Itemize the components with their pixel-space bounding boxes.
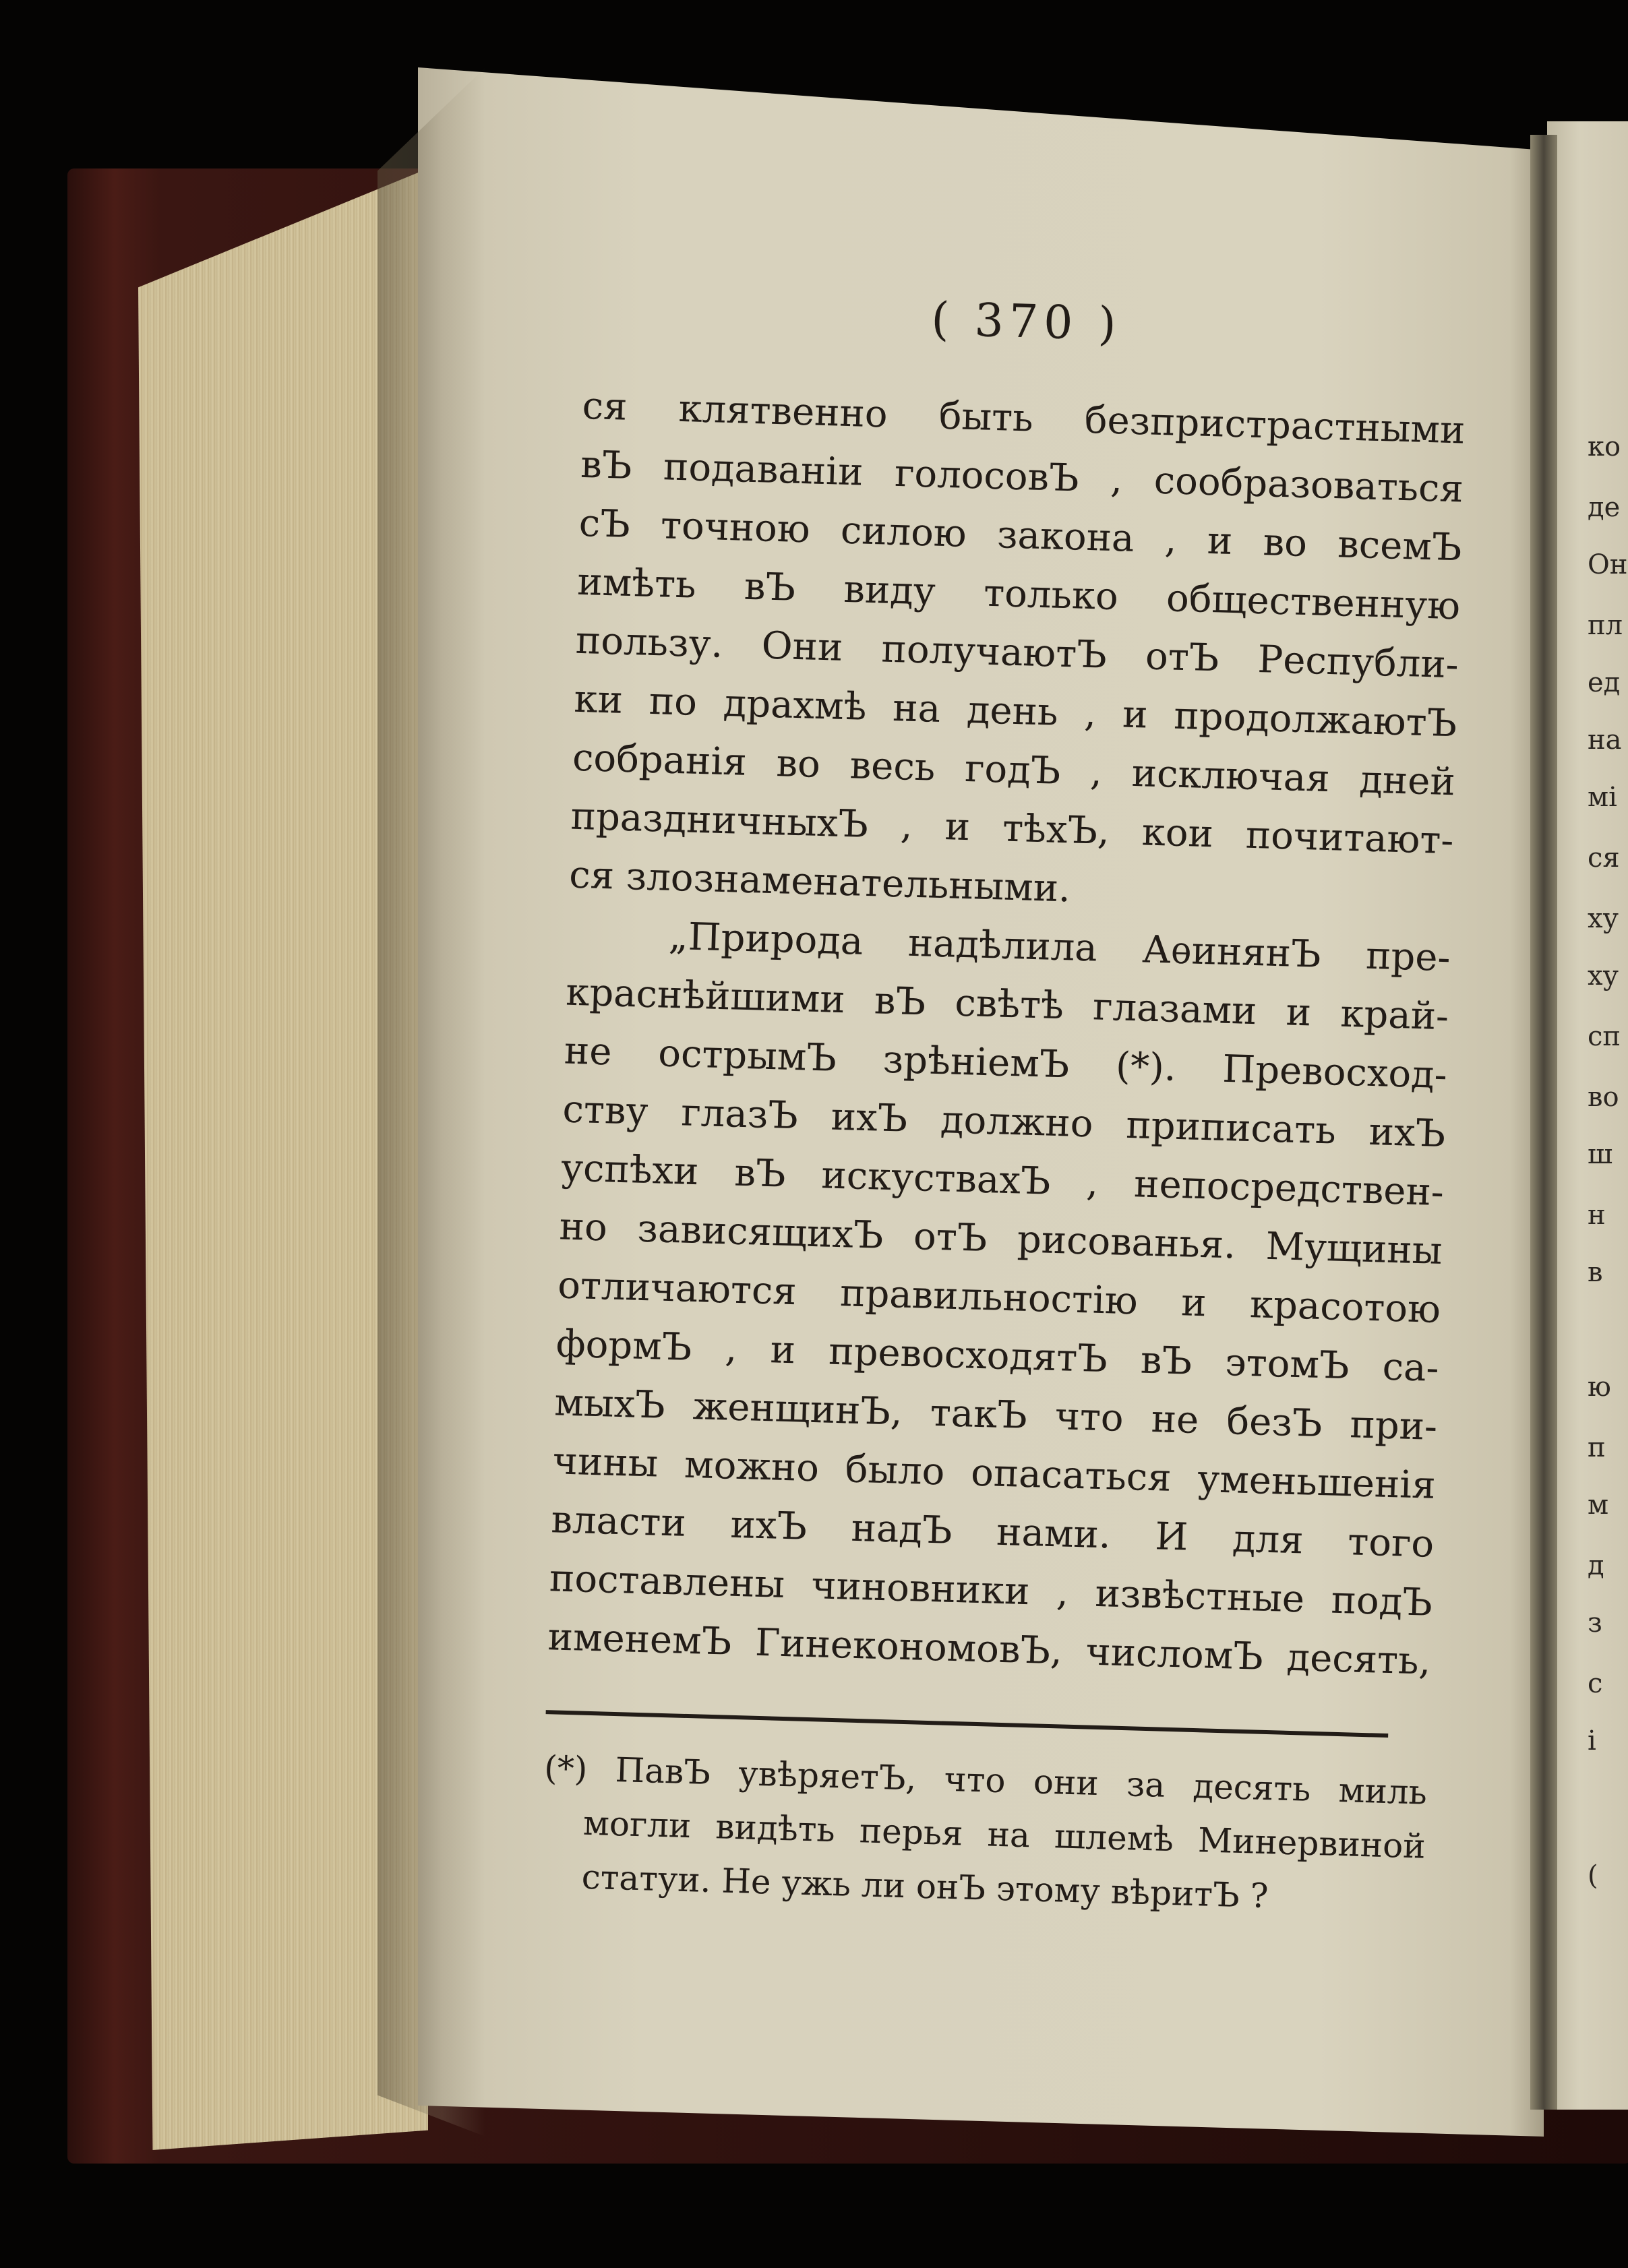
book-gutter — [1530, 135, 1557, 2110]
facing-page-fragment: на — [1588, 725, 1622, 756]
footnote-line: (*) ПавЪ увѣряетЪ, что они за десять миль — [543, 1748, 1428, 1812]
text-line: отличаются правильностію и красотою — [557, 1263, 1441, 1332]
text-line: ся клятвенно быть безпристрастными — [581, 384, 1466, 453]
paragraph-1 — [568, 377, 1466, 929]
text-line: ству глазЪ ихЪ должно приписать ихЪ — [562, 1087, 1447, 1157]
text-line: чины можно было опасаться уменьшенія — [552, 1439, 1437, 1508]
facing-page-fragment: де — [1588, 492, 1621, 523]
footnote-divider — [546, 1710, 1389, 1738]
facing-page-fragment: ш — [1588, 1139, 1613, 1170]
facing-page-fragment: ю — [1588, 1372, 1611, 1403]
text-line: но зависящихЪ отЪ рисованья. Мущины — [558, 1204, 1443, 1274]
facing-page-fragment: і — [1588, 1725, 1596, 1756]
facing-page-fragment: пл — [1588, 610, 1623, 641]
page-shadow — [378, 67, 485, 2137]
facing-page-fragment: мі — [1588, 782, 1617, 813]
facing-page-fragment: ху — [1588, 960, 1619, 991]
text-line: ся злознаменательными. — [568, 853, 1071, 911]
text-line: краснѣйшими вЪ свѣтѣ глазами и край- — [565, 970, 1449, 1039]
text-line: сЪ точною силою закона , и во всемЪ — [578, 501, 1463, 570]
text-line: не острымЪ зрѣніемЪ (*). Превосход- — [564, 1029, 1448, 1098]
text-line: праздничныхЪ , и тѣхЪ, кои почитают- — [570, 794, 1455, 863]
facing-page-fragment: во — [1588, 1082, 1619, 1113]
facing-page-fragment: Он — [1588, 549, 1628, 580]
facing-page-fragment: ся — [1588, 842, 1620, 874]
facing-page-fragment: м — [1588, 1490, 1609, 1521]
facing-page-fragment: ко — [1588, 431, 1621, 462]
text-line: ки по драхмѣ на день , и продолжаютЪ — [573, 677, 1458, 746]
facing-page-fragment: с — [1588, 1668, 1603, 1699]
footnote — [541, 1741, 1428, 1927]
text-line: мыхЪ женщинЪ, такЪ что не безЪ при- — [553, 1380, 1438, 1449]
footnote-line: статуи. Не ужь ли онЪ этому вѣритЪ ? — [581, 1857, 1269, 1916]
text-line: поставлены чиновники , извѣстные подЪ — [549, 1556, 1433, 1625]
facing-page-fragment: сп — [1588, 1021, 1621, 1052]
text-line: „Природа надѣлила АѳинянЪ пре- — [667, 914, 1451, 981]
text-line: успѣхи вЪ искуствахЪ , непосредствен- — [560, 1146, 1445, 1215]
facing-page-fragment: з — [1588, 1607, 1602, 1638]
facing-page-fragment: п — [1588, 1432, 1606, 1463]
text-line: именемЪ ГинекономовЪ, числомЪ десять, — [547, 1615, 1432, 1684]
paragraph-2 — [547, 905, 1451, 1691]
facing-page-fragment: ед — [1588, 667, 1621, 698]
facing-page-fragment: д — [1588, 1550, 1604, 1581]
facing-page-fragment: ху — [1588, 903, 1619, 934]
facing-page-fragment: н — [1588, 1200, 1606, 1231]
page-content — [541, 256, 1470, 1928]
facing-page-fragment: ( — [1588, 1860, 1598, 1891]
page-number: ( 370 ) — [930, 293, 1122, 352]
facing-page — [1547, 121, 1628, 2110]
text-line: собранія во весь годЪ , исключая дней — [572, 735, 1456, 805]
text-line: формЪ , и превосходятЪ вЪ этомЪ са- — [555, 1322, 1440, 1390]
text-line: пользу. Они получаютЪ отЪ Республи- — [575, 618, 1459, 687]
text-line: власти ихЪ надЪ нами. И для того — [550, 1498, 1435, 1566]
facing-page-fragment: в — [1588, 1257, 1603, 1288]
footnote-line: могли видѣть перья на шлемѣ Минервиной — [582, 1803, 1426, 1866]
text-line: вЪ подаваніи голосовЪ , сообразоваться — [580, 442, 1464, 512]
text-line: имѣть вЪ виду только общественную — [576, 559, 1461, 629]
